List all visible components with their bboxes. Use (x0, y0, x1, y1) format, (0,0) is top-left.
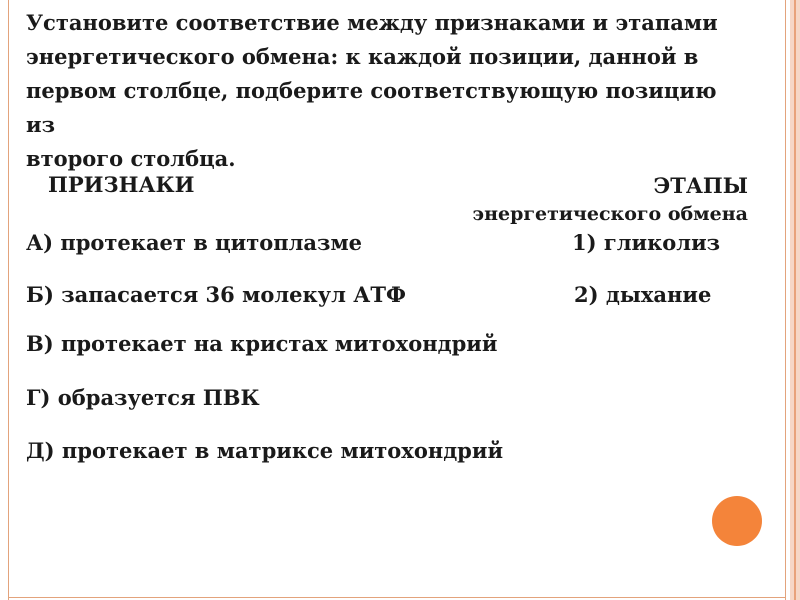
features-column-header: ПРИЗНАКИ (48, 172, 195, 197)
feature-item-v: В) протекает на кристах митохондрий (26, 331, 498, 356)
right-edge-line (794, 0, 796, 600)
decorative-orange-circle (712, 496, 762, 546)
feature-item-g: Г) образуется ПВК (26, 385, 260, 410)
stage-item-1: 1) гликолиз (572, 230, 721, 255)
feature-item-a: А) протекает в цитоплазме (26, 230, 363, 255)
feature-item-d: Д) протекает в матриксе митохондрий (26, 438, 504, 463)
stages-header-subtitle: энергетического обмена (472, 203, 748, 225)
feature-item-b: Б) запасается 36 молекул АТФ (26, 282, 406, 307)
stages-header-title: ЭТАПЫ (653, 173, 748, 198)
stages-column-header (473, 172, 749, 228)
task-prompt: Установите соответствие между признаками и этапами энергетического обмена: к каждой позиции, данной в первом столбце, подберите соответствующую позицию из второго столбца. (26, 10, 718, 171)
bottom-border (8, 597, 786, 598)
stage-item-2: 2) дыхание (574, 282, 712, 307)
